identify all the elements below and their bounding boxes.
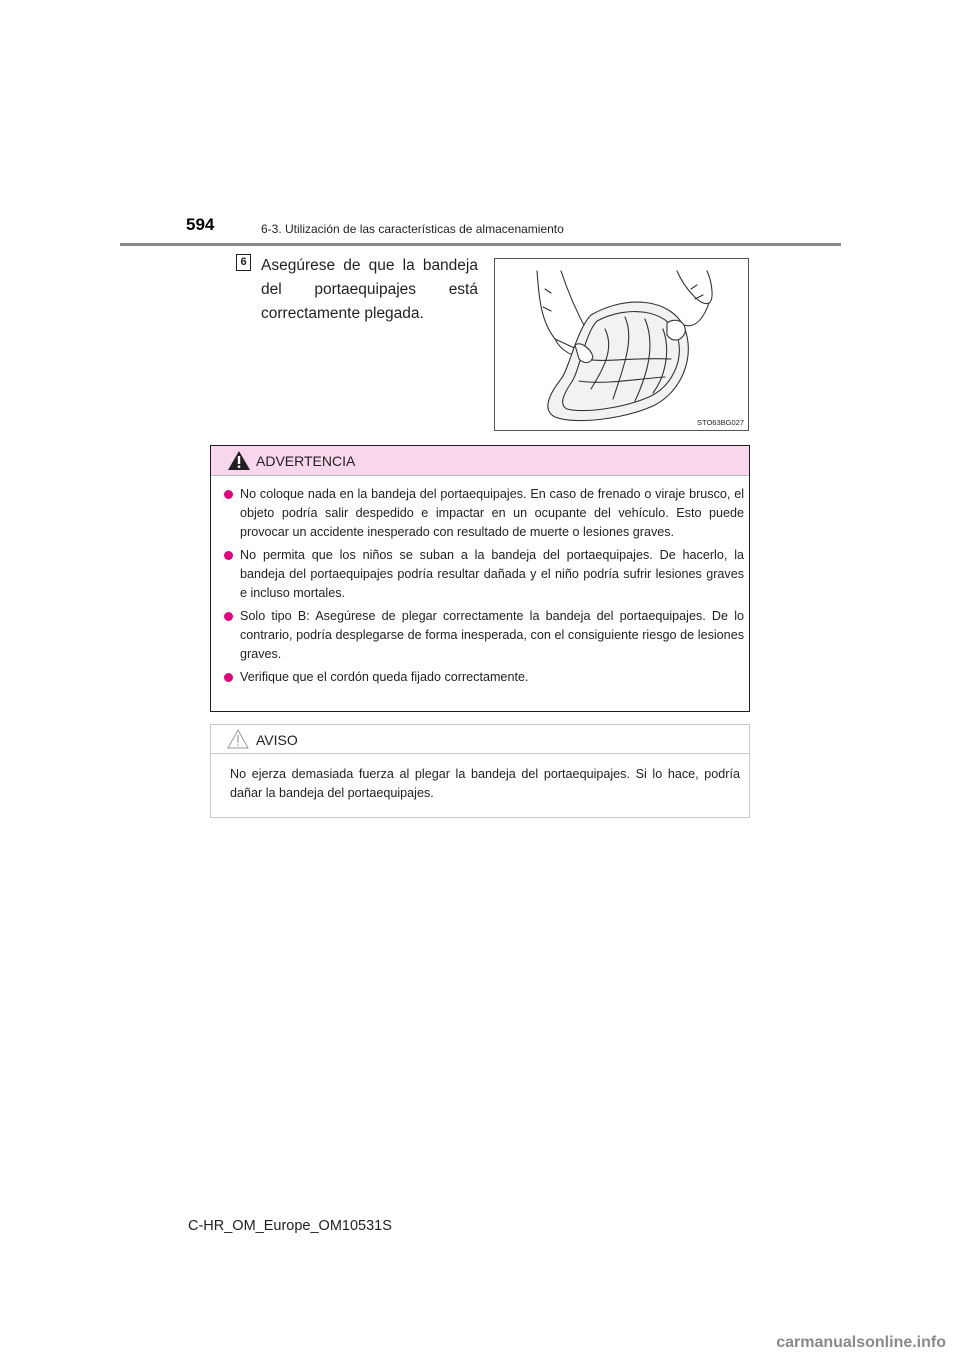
warning-title: ADVERTENCIA bbox=[256, 453, 356, 469]
warning-triangle-icon bbox=[228, 451, 250, 470]
warning-list bbox=[221, 485, 744, 691]
notice-text: No ejerza demasiada fuerza al plegar la bandeja del portaequipajes. Si lo hace, podría dañar la bandeja del portaequipajes. bbox=[230, 767, 740, 800]
warning-item: No permita que los niños se suban a la bandeja del portaequipajes. De hacerlo, la bandeja del portaequipajes podría resultar dañada y el niño podría sufrir lesiones graves e incluso mortales. bbox=[221, 546, 744, 603]
notice-title: AVISO bbox=[256, 732, 298, 748]
warning-header bbox=[211, 446, 749, 476]
section-title: 6-3. Utilización de las características de almacenamiento bbox=[261, 222, 564, 236]
warning-box bbox=[210, 445, 750, 712]
folding-tray-illustration bbox=[495, 259, 748, 430]
bullet-icon bbox=[224, 490, 233, 499]
step-number-badge: 6 bbox=[236, 254, 251, 271]
footer-document-code: C-HR_OM_Europe_OM10531S bbox=[188, 1218, 392, 1234]
warning-item: Solo tipo B: Asegúrese de plegar correctamente la bandeja del portaequipajes. De lo contrario, podría desplegarse de forma inesperada, con el consiguiente riesgo de lesiones graves. bbox=[221, 607, 744, 664]
bullet-icon bbox=[224, 551, 233, 560]
caution-triangle-icon bbox=[227, 729, 249, 749]
header-rule bbox=[120, 243, 841, 246]
watermark: carmanualsonline.info bbox=[776, 1334, 946, 1351]
warning-item: No coloque nada en la bandeja del portaequipajes. En caso de frenado o viraje brusco, el objeto podría salir despedido e impactar en un ocupante del vehículo. Esto puede provocar un accidente inesperado con resultado de muerte o lesiones graves. bbox=[221, 485, 744, 542]
illustration-figure bbox=[494, 258, 749, 431]
step-instruction: Asegúrese de que la bandeja del portaequipajes está correctamente plegada. bbox=[261, 257, 478, 322]
bullet-icon bbox=[224, 612, 233, 621]
warning-item: Verifique que el cordón queda fijado correctamente. bbox=[221, 668, 744, 687]
figure-code: STO63BG027 bbox=[697, 418, 744, 427]
bullet-icon bbox=[224, 673, 233, 682]
page-number: 594 bbox=[186, 215, 215, 234]
notice-header bbox=[211, 725, 749, 754]
notice-box bbox=[210, 724, 750, 818]
